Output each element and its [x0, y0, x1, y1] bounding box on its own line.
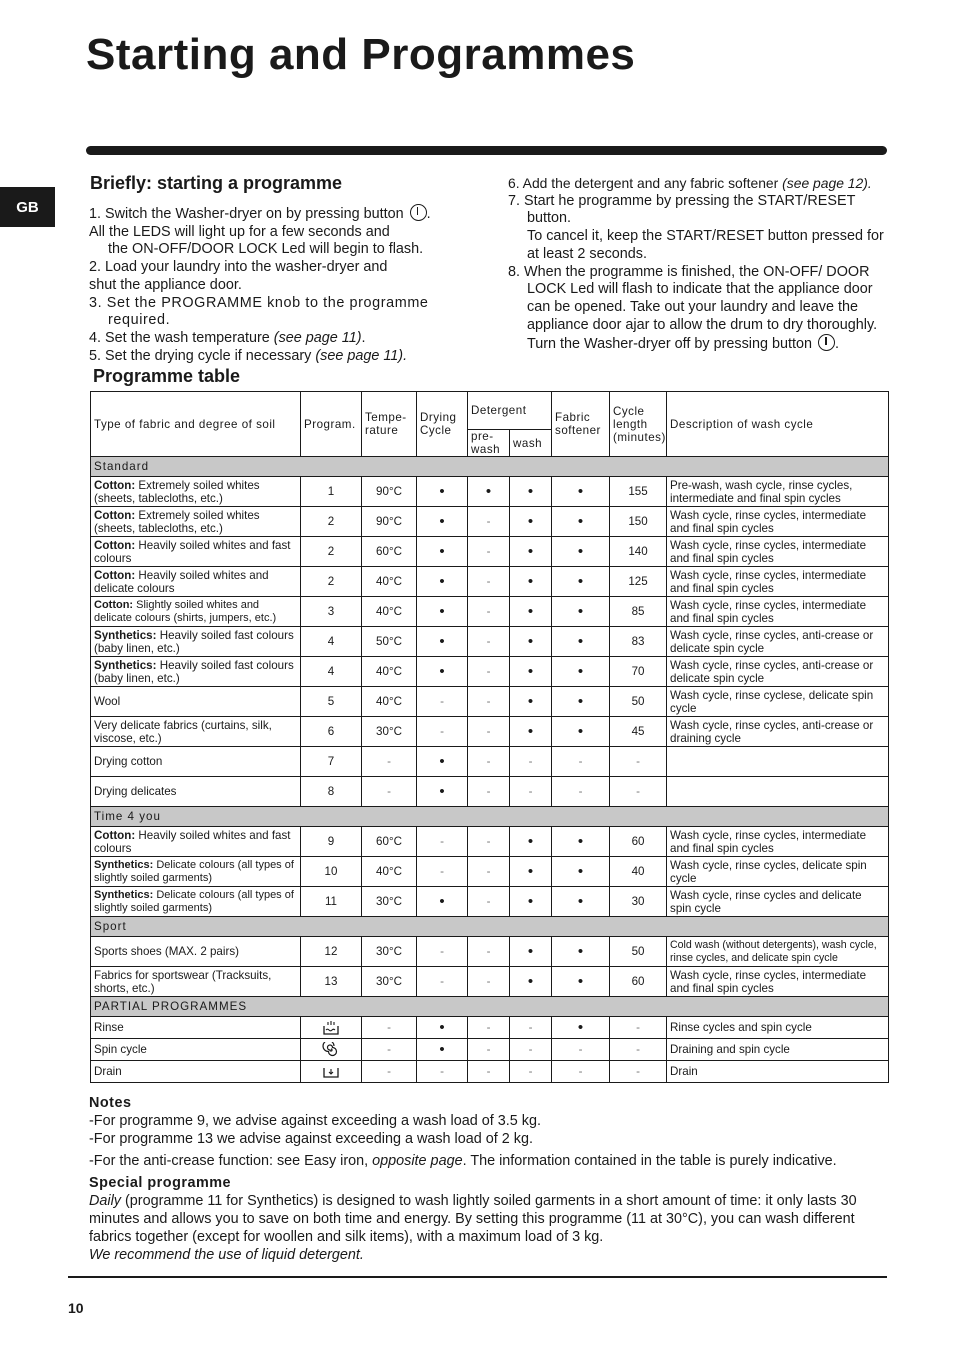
bullet-mark: • [552, 857, 610, 887]
bullet-mark: • [552, 717, 610, 747]
program-number: 5 [301, 687, 362, 717]
table-row [91, 597, 889, 627]
table-row [91, 567, 889, 597]
bullet-mark: • [510, 567, 552, 597]
fabric-type: Synthetics: Delicate colours (all types of slightly soiled garments) [91, 887, 301, 917]
fabric-type: Synthetics: Heavily soiled fast colours (baby linen, etc.) [91, 657, 301, 687]
bullet-mark: • [417, 777, 468, 807]
dash-mark: - [552, 777, 610, 807]
program-number: 7 [301, 747, 362, 777]
cell-temp: 40°C [362, 657, 417, 687]
bullet-mark: • [552, 827, 610, 857]
power-icon [818, 334, 835, 351]
step-3: 3. Set the PROGRAMME knob to the programme required. [89, 294, 429, 329]
description: Wash cycle, rinse cycles, intermediate and final spin cycles [667, 507, 889, 537]
dash-mark: - [362, 747, 417, 777]
dash-mark: - [362, 1039, 417, 1061]
fabric-type: Synthetics: Delicate colours (all types of slightly soiled garments) [91, 857, 301, 887]
section-title: Sport [91, 917, 889, 937]
bullet-mark: • [510, 477, 552, 507]
dash-mark: - [468, 1061, 510, 1083]
col-header-drying: Drying Cycle [417, 392, 468, 457]
bullet-mark: • [510, 937, 552, 967]
bullet-mark: • [510, 857, 552, 887]
table-row [91, 887, 889, 917]
description: Wash cycle, rinse cycles, anti-crease or draining cycle [667, 717, 889, 747]
dash-mark: - [610, 777, 667, 807]
table-row [91, 857, 889, 887]
col-header-temperature: Tempe- rature [362, 392, 417, 457]
bullet-mark: • [417, 627, 468, 657]
bullet-mark: • [552, 887, 610, 917]
program-number: 8 [301, 777, 362, 807]
program-number: 4 [301, 657, 362, 687]
table-row [91, 687, 889, 717]
briefly-heading: Briefly: starting a programme [90, 173, 343, 193]
fabric-type: Cotton: Heavily soiled whites and fast colours [91, 827, 301, 857]
description: Drain [667, 1061, 889, 1083]
table-row [91, 1061, 889, 1083]
dash-mark: - [468, 887, 510, 917]
dash-mark: - [468, 567, 510, 597]
bullet-mark: • [417, 597, 468, 627]
dash-mark: - [610, 1039, 667, 1061]
bullet-mark: • [510, 887, 552, 917]
fabric-type: Cotton: Heavily soiled whites and fast colours [91, 537, 301, 567]
bullet-mark: • [510, 967, 552, 997]
col-header-detergent: Detergent [468, 392, 552, 430]
recommendation: We recommend the use of liquid detergent. [89, 1247, 364, 1263]
fabric-type: Drying delicates [91, 777, 301, 807]
table-row [91, 717, 889, 747]
dash-mark: - [610, 747, 667, 777]
dash-mark: - [468, 857, 510, 887]
step-8: 8. When the programme is finished, the ON-OFF/ DOOR LOCK Led will flash to indicate that the appliance door can be opened. Take out your laundry and leave the appliance door ajar to allow the drum to dry thoroughly. Turn the Washer-dryer off by pressing button . [508, 263, 878, 353]
section-row [91, 807, 889, 827]
cell-temp: 30°C [362, 937, 417, 967]
dash-mark: - [417, 857, 468, 887]
table-row [91, 1039, 889, 1061]
cell-len: 50 [610, 937, 667, 967]
cell-temp: 50°C [362, 627, 417, 657]
table-row [91, 1017, 889, 1039]
fabric-type: Rinse [91, 1017, 301, 1039]
table-row [91, 937, 889, 967]
table-row [91, 657, 889, 687]
description: Draining and spin cycle [667, 1039, 889, 1061]
bullet-mark: • [417, 887, 468, 917]
program-number: 2 [301, 537, 362, 567]
language-tab: GB [0, 187, 55, 227]
fabric-type: Cotton: Extremely soiled whites (sheets, tablecloths, etc.) [91, 507, 301, 537]
fabric-type: Spin cycle [91, 1039, 301, 1061]
bullet-mark: • [417, 477, 468, 507]
cell-len: 50 [610, 687, 667, 717]
cell-len: 30 [610, 887, 667, 917]
fabric-type: Drying cotton [91, 747, 301, 777]
cell-len: 60 [610, 967, 667, 997]
bullet-mark: • [510, 717, 552, 747]
bullet-mark: • [510, 597, 552, 627]
dash-mark: - [468, 1017, 510, 1039]
bullet-mark: • [552, 967, 610, 997]
step-1-line-2: All the LEDS will light up for a few seconds and [89, 223, 390, 240]
description: Wash cycle, rinse cycles, intermediate and final spin cycles [667, 537, 889, 567]
cell-temp: 60°C [362, 537, 417, 567]
description: Wash cycle, rinse cycles, delicate spin cycle [667, 857, 889, 887]
bullet-mark: • [510, 827, 552, 857]
dash-mark: - [417, 967, 468, 997]
program-number: 3 [301, 597, 362, 627]
cell-temp: 90°C [362, 507, 417, 537]
dash-mark: - [417, 1061, 468, 1083]
programme-table-body [91, 457, 889, 1083]
dash-mark: - [552, 1061, 610, 1083]
note-2: -For programme 13 we advise against exceeding a wash load of 2 kg. [89, 1131, 533, 1147]
page-title: Starting and Programmes [86, 30, 636, 79]
cell-temp: 40°C [362, 857, 417, 887]
rinse-icon [322, 1020, 340, 1036]
fabric-type: Drain [91, 1061, 301, 1083]
cell-len: 125 [610, 567, 667, 597]
cell-temp: 40°C [362, 687, 417, 717]
description: Rinse cycles and spin cycle [667, 1017, 889, 1039]
special-programme-heading: Special programme [89, 1175, 232, 1191]
section-title: Standard [91, 457, 889, 477]
section-row [91, 457, 889, 477]
dash-mark: - [468, 1039, 510, 1061]
bullet-mark: • [552, 687, 610, 717]
program-number: 2 [301, 507, 362, 537]
dash-mark: - [510, 747, 552, 777]
bullet-mark: • [510, 687, 552, 717]
bullet-mark: • [417, 747, 468, 777]
table-row [91, 537, 889, 567]
bullet-mark: • [552, 937, 610, 967]
col-header-wash: wash [510, 430, 552, 457]
bullet-mark: • [417, 567, 468, 597]
description: Wash cycle, rinse cyclese, delicate spin cycle [667, 687, 889, 717]
description: Wash cycle, rinse cycles, intermediate and final spin cycles [667, 567, 889, 597]
cell-len: 155 [610, 477, 667, 507]
dash-mark: - [510, 1039, 552, 1061]
cell-len: 140 [610, 537, 667, 567]
table-row [91, 967, 889, 997]
step-6: 6. Add the detergent and any fabric softener (see page 12). [508, 175, 872, 191]
bullet-mark: • [552, 657, 610, 687]
bullet-mark: • [417, 1039, 468, 1061]
step-1: 1. Switch the Washer-dryer on by pressing button . [89, 206, 431, 222]
cell-len: 70 [610, 657, 667, 687]
section-title: PARTIAL PROGRAMMES [91, 997, 889, 1017]
notes-block [89, 1094, 889, 1264]
col-header-cycle-length: Cycle length (minutes) [610, 392, 667, 457]
col-header-type: Type of fabric and degree of soil [91, 392, 301, 457]
dash-mark: - [468, 597, 510, 627]
section-row [91, 997, 889, 1017]
program-number: 1 [301, 477, 362, 507]
dash-mark: - [468, 717, 510, 747]
dash-mark: - [468, 777, 510, 807]
dash-mark: - [468, 967, 510, 997]
note-1: -For programme 9, we advise against exceeding a wash load of 3.5 kg. [89, 1113, 541, 1129]
dash-mark: - [417, 717, 468, 747]
cell-len: 150 [610, 507, 667, 537]
bullet-mark: • [510, 507, 552, 537]
col-header-prewash: pre- wash [468, 430, 510, 457]
drain-icon [322, 1064, 340, 1080]
cell-temp: 40°C [362, 567, 417, 597]
dash-mark: - [417, 687, 468, 717]
description [667, 777, 889, 807]
cell-temp: 30°C [362, 887, 417, 917]
description [667, 747, 889, 777]
cell-len: 40 [610, 857, 667, 887]
description: Wash cycle, rinse cycles, intermediate and final spin cycles [667, 597, 889, 627]
description: Wash cycle, rinse cycles, anti-crease or delicate spin cycle [667, 627, 889, 657]
bullet-mark: • [510, 627, 552, 657]
dash-mark: - [510, 1061, 552, 1083]
bullet-mark: • [552, 1017, 610, 1039]
bullet-mark: • [417, 657, 468, 687]
dash-mark: - [362, 777, 417, 807]
col-header-description: Description of wash cycle [667, 392, 889, 457]
program-symbol [301, 1039, 362, 1061]
program-number: 13 [301, 967, 362, 997]
step-5: 5. Set the drying cycle if necessary (see page 11). [89, 347, 408, 364]
bullet-mark: • [510, 537, 552, 567]
cell-len: 85 [610, 597, 667, 627]
program-number: 11 [301, 887, 362, 917]
program-number: 10 [301, 857, 362, 887]
dash-mark: - [468, 687, 510, 717]
dash-mark: - [468, 657, 510, 687]
dash-mark: - [610, 1061, 667, 1083]
table-row [91, 627, 889, 657]
notes-heading: Notes [89, 1095, 132, 1111]
description: Wash cycle, rinse cycles, anti-crease or delicate spin cycle [667, 657, 889, 687]
description: Wash cycle, rinse cycles and delicate spin cycle [667, 887, 889, 917]
dash-mark: - [468, 627, 510, 657]
dash-mark: - [468, 827, 510, 857]
cell-len: 45 [610, 717, 667, 747]
cell-temp: 90°C [362, 477, 417, 507]
program-number: 9 [301, 827, 362, 857]
bullet-mark: • [510, 657, 552, 687]
section-row [91, 917, 889, 937]
fabric-type: Synthetics: Heavily soiled fast colours (baby linen, etc.) [91, 627, 301, 657]
page-number: 10 [68, 1300, 84, 1316]
dash-mark: - [552, 1039, 610, 1061]
dash-mark: - [552, 747, 610, 777]
bullet-mark: • [552, 477, 610, 507]
table-row [91, 827, 889, 857]
briefly-left-column [89, 204, 465, 365]
fabric-type: Wool [91, 687, 301, 717]
bullet-mark: • [468, 477, 510, 507]
dash-mark: - [417, 827, 468, 857]
cell-temp: 30°C [362, 967, 417, 997]
bullet-mark: • [552, 627, 610, 657]
fabric-type: Sports shoes (MAX. 2 pairs) [91, 937, 301, 967]
dash-mark: - [362, 1061, 417, 1083]
spin-icon [322, 1042, 340, 1058]
dash-mark: - [610, 1017, 667, 1039]
table-row [91, 747, 889, 777]
description: Wash cycle, rinse cycles, intermediate and final spin cycles [667, 827, 889, 857]
dash-mark: - [468, 537, 510, 567]
special-programme-text: Daily (programme 11 for Synthetics) is designed to wash lightly soiled garments in a short amount of time: it only lasts 30 minutes and allows you to save on both time and energy. By setting this programme (11 at 30°C), you can wash different fabrics together (except for woollen and silk items), with a maximum load of 3 kg. [89, 1193, 857, 1245]
programme-table [90, 391, 889, 1083]
description: Cold wash (without detergents), wash cycle, rinse cycles, and delicate spin cycle [667, 937, 889, 967]
program-number: 4 [301, 627, 362, 657]
dash-mark: - [510, 1017, 552, 1039]
table-row [91, 777, 889, 807]
step-1-line-3: the ON-OFF/DOOR LOCK Led will begin to flash. [108, 241, 424, 258]
program-number: 6 [301, 717, 362, 747]
table-row [91, 507, 889, 537]
description: Pre-wash, wash cycle, rinse cycles, intermediate and final spin cycles [667, 477, 889, 507]
dash-mark: - [510, 777, 552, 807]
program-symbol [301, 1017, 362, 1039]
bullet-mark: • [417, 507, 468, 537]
step-2-line-2: shut the appliance door. [89, 276, 242, 293]
cell-temp: 60°C [362, 827, 417, 857]
bullet-mark: • [417, 537, 468, 567]
cell-temp: 40°C [362, 597, 417, 627]
program-symbol [301, 1061, 362, 1083]
fabric-type: Cotton: Heavily soiled whites and delicate colours [91, 567, 301, 597]
bullet-mark: • [552, 597, 610, 627]
program-number: 2 [301, 567, 362, 597]
dash-mark: - [468, 937, 510, 967]
bullet-mark: • [552, 537, 610, 567]
step-7: 7. Start he programme by pressing the START/RESET button. [508, 192, 856, 227]
fabric-type: Very delicate fabrics (curtains, silk, viscose, etc.) [91, 717, 301, 747]
dash-mark: - [468, 507, 510, 537]
bullet-mark: • [552, 567, 610, 597]
col-header-softener: Fabric softener [552, 392, 610, 457]
dash-mark: - [417, 937, 468, 967]
cell-len: 83 [610, 627, 667, 657]
bullet-mark: • [552, 507, 610, 537]
step-7-cancel: To cancel it, keep the START/RESET button pressed for at least 2 seconds. [527, 228, 884, 262]
col-header-program: Program. [301, 392, 362, 457]
dash-mark: - [362, 1017, 417, 1039]
fabric-type: Cotton: Slightly soiled whites and delicate colours (shirts, jumpers, etc.) [91, 597, 301, 627]
program-number: 12 [301, 937, 362, 967]
header-divider [86, 146, 887, 155]
programme-table-heading: Programme table [93, 366, 241, 386]
fabric-type: Cotton: Extremely soiled whites (sheets, tablecloths, etc.) [91, 477, 301, 507]
cell-temp: 30°C [362, 717, 417, 747]
section-title: Time 4 you [91, 807, 889, 827]
fabric-type: Fabrics for sportswear (Tracksuits, shorts, etc.) [91, 967, 301, 997]
cell-len: 60 [610, 827, 667, 857]
note-3: -For the anti-crease function: see Easy iron, opposite page. The information contained in the table is purely indicative. [89, 1153, 837, 1169]
dash-mark: - [468, 747, 510, 777]
step-4: 4. Set the wash temperature (see page 11). [89, 329, 366, 346]
description: Wash cycle, rinse cycles, intermediate and final spin cycles [667, 967, 889, 997]
footer-divider [68, 1276, 887, 1278]
table-row [91, 477, 889, 507]
step-2: 2. Load your laundry into the washer-dryer and [89, 259, 388, 276]
power-icon [410, 204, 427, 221]
briefly-right-column [508, 175, 888, 354]
bullet-mark: • [417, 1017, 468, 1039]
